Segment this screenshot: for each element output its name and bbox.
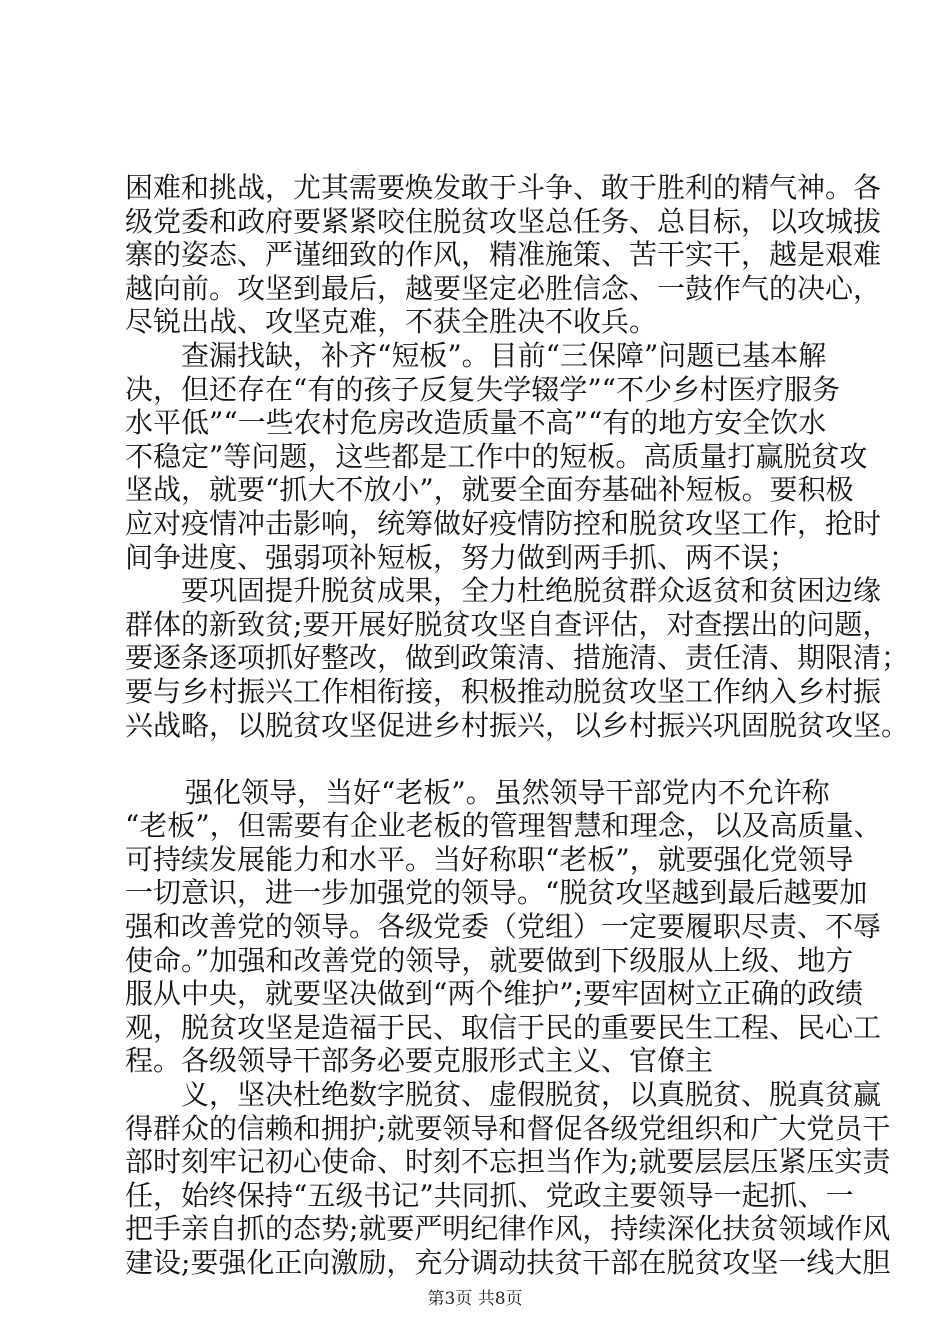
text-line: 坚战，就要“抓大不放小”，就要全面夯基础补短板。要积极 [125,473,854,506]
text-line: 水平低”“一些农村危房改造质量不高”“有的地方安全饮水 [125,406,827,439]
text-line: 间争进度、强弱项补短板，努力做到两手抓、两不误； [125,541,798,574]
paragraph-start-line: 要巩固提升脱贫成果，全力杜绝脱贫群众返贫和贫困边缘 [181,574,882,607]
text-line: 部时刻牢记初心使命、时刻不忘担当作为;就要层层压紧压实责 [125,1145,891,1178]
text-line: 群体的新致贫;要开展好脱贫攻坚自查评估，对查摆出的问题， [125,608,891,641]
text-line: 得群众的信赖和拥护;就要领导和督促各级党组织和广大党员干 [125,1112,891,1145]
paragraph-start-line: 强化领导，当好“老板”。虽然领导干部党内不允许称 [185,776,830,809]
text-line: 使命。”加强和改善党的领导，就要做到下级服从上级、地方 [125,944,854,977]
text-line: 不稳定”等问题，这些都是工作中的短板。高质量打赢脱贫攻 [125,440,868,473]
text-line: 程。各级领导干部务必要克服形式主义、官僚主 [125,1044,714,1077]
text-line: 兴战略，以脱贫攻坚促进乡村振兴，以乡村振兴巩固脱贫攻坚。 [125,709,910,742]
text-line: 建设;要强化正向激励，充分调动扶贫干部在脱贫攻坚一线大胆 [125,1246,891,1279]
text-line: 越向前。攻坚到最后，越要坚定必胜信念、一鼓作气的决心， [125,272,882,305]
text-line: 寨的姿态、严谨细致的作风，精准施策、苦干实干，越是艰难 [125,238,882,271]
text-line: 要与乡村振兴工作相衔接，积极推动脱贫攻坚工作纳入乡村振 [125,675,882,708]
text-line: 强和改善党的领导。各级党委（党组）一定要履职尽责、不辱 [125,910,882,943]
text-line: 任，始终保持“五级书记”共同抓、党政主要领导一起抓、一 [125,1179,854,1212]
text-line: 尽锐出战、攻坚克难，不获全胜决不收兵。 [125,305,658,338]
paragraph-start-line: 义，坚决杜绝数字脱贫、虚假脱贫，以真脱贫、脱真贫赢 [181,1078,882,1111]
text-line: 要逐条逐项抓好整改，做到政策清、措施清、责任清、期限清； [125,641,910,674]
text-line: “老板”，但需要有企业老板的管理智慧和理念，以及高质量、 [125,809,882,842]
text-line: 决，但还存在“有的孩子反复失学辍学”“不少乡村医疗服务 [125,373,840,406]
page-number-footer: 第3页 共8页 [427,1289,523,1309]
text-line: 可持续发展能力和水平。当好称职“老板”，就要强化党领导 [125,843,854,876]
paragraph-start-line: 查漏找缺，补齐“短板”。目前“三保障”问题已基本解 [181,339,827,372]
text-line: 级党委和政府要紧紧咬住脱贫攻坚总任务、总目标，以攻城拔 [125,205,882,238]
text-line: 困难和挑战，尤其需要焕发敢于斗争、敢于胜利的精气神。各 [125,171,882,204]
text-line: 应对疫情冲击影响，统筹做好疫情防控和脱贫攻坚工作，抢时 [125,507,882,540]
text-line: 把手亲自抓的态势;就要严明纪律作风，持续深化扶贫领域作风 [125,1212,891,1245]
text-line: 一切意识，进一步加强党的领导。“脱贫攻坚越到最后越要加 [125,876,868,909]
text-line: 观，脱贫攻坚是造福于民、取信于民的重要民生工程、民心工 [125,1011,882,1044]
text-line: 服从中央，就要坚决做到“两个维护”;要牢固树立正确的政绩 [125,977,864,1010]
